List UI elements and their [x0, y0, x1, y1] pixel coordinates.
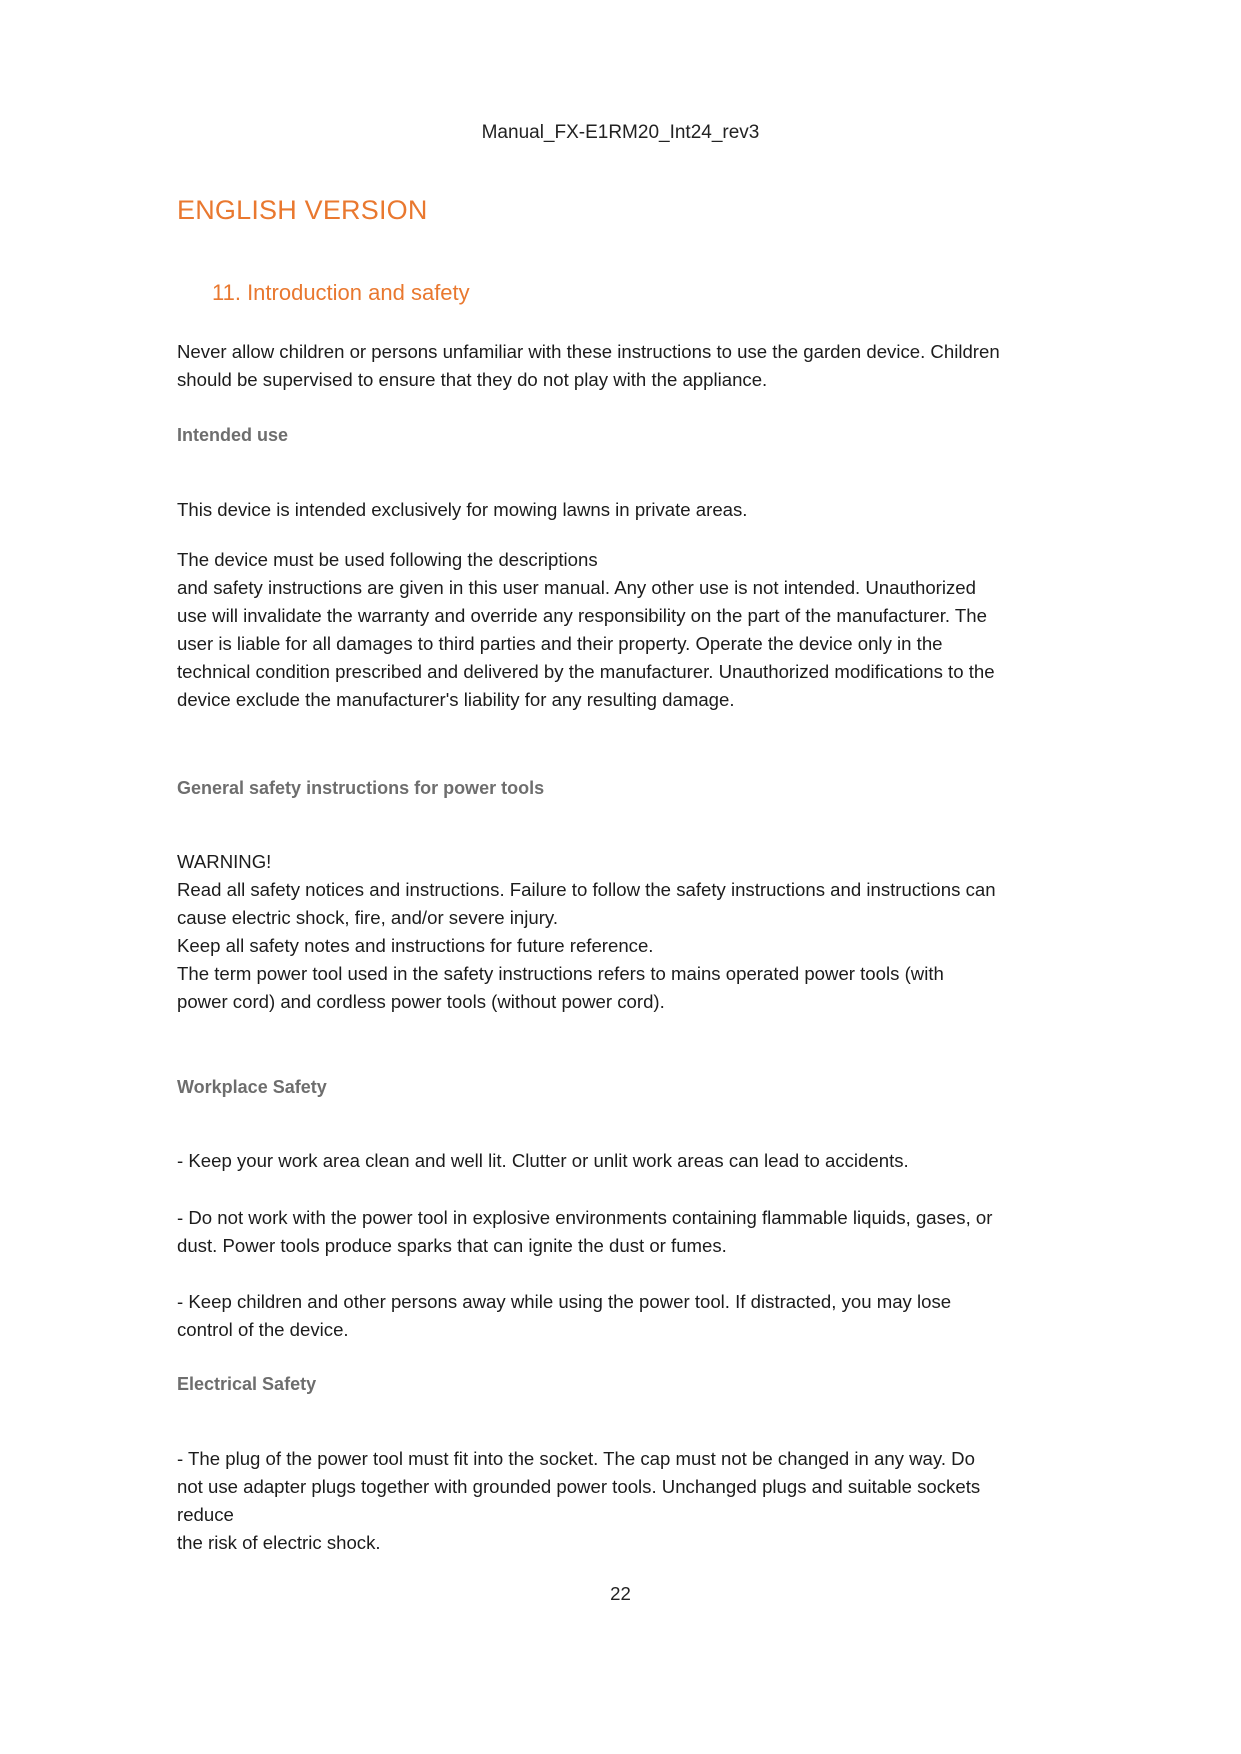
language-heading: ENGLISH VERSION — [177, 195, 428, 225]
general-safety-heading: General safety instructions for power tools — [177, 778, 545, 798]
intended-use-paragraph-2 — [177, 546, 1077, 714]
text-line: - Keep your work area clean and well lit. Clutter or unlit work areas can lead to accidents. — [177, 1150, 909, 1171]
text-line: not use adapter plugs together with grounded power tools. Unchanged plugs and suitable sockets — [177, 1476, 981, 1497]
text-line: - Keep children and other persons away while using the power tool. If distracted, you may lose — [177, 1291, 952, 1312]
text-line: and safety instructions are given in this user manual. Any other use is not intended. Unauthorized — [177, 577, 976, 598]
text-line: - The plug of the power tool must fit into the socket. The cap must not be changed in any way. Do — [177, 1448, 975, 1469]
intro-paragraph — [177, 338, 1077, 394]
electrical-safety-heading: Electrical Safety — [177, 1374, 317, 1394]
text-line: control of the device. — [177, 1319, 349, 1340]
workplace-item-3 — [177, 1288, 1077, 1344]
text-line: - Do not work with the power tool in explosive environments containing flammable liquids, gases, or — [177, 1207, 993, 1228]
text-line: should be supervised to ensure that they do not play with the appliance. — [177, 369, 768, 390]
text-line: cause electric shock, fire, and/or severe injury. — [177, 907, 558, 928]
text-line: reduce — [177, 1504, 234, 1525]
text-line: The device must be used following the descriptions — [177, 549, 598, 570]
document-header: Manual_FX-E1RM20_Int24_rev3 — [481, 122, 760, 143]
warning-label: WARNING! — [177, 851, 272, 872]
text-line: power cord) and cordless power tools (without power cord). — [177, 991, 665, 1012]
workplace-safety-heading: Workplace Safety — [177, 1077, 327, 1097]
text-line: Never allow children or persons unfamiliar with these instructions to use the garden device. Children — [177, 341, 1000, 362]
text-line: Read all safety notices and instructions. Failure to follow the safety instructions and instructions can — [177, 879, 996, 900]
workplace-item-1 — [177, 1147, 1077, 1175]
text-line: Keep all safety notes and instructions for future reference. — [177, 935, 654, 956]
text-line: The term power tool used in the safety instructions refers to mains operated power tools (with — [177, 963, 944, 984]
intended-use-paragraph-1 — [177, 496, 1077, 524]
text-line: use will invalidate the warranty and override any responsibility on the part of the manufacturer. The — [177, 605, 987, 626]
page-number: 22 — [610, 1583, 631, 1604]
text-line: device exclude the manufacturer's liability for any resulting damage. — [177, 689, 735, 710]
general-safety-paragraph — [177, 848, 1077, 1016]
electrical-safety-paragraph — [177, 1445, 1077, 1557]
text-line: dust. Power tools produce sparks that can ignite the dust or fumes. — [177, 1235, 727, 1256]
text-line: This device is intended exclusively for mowing lawns in private areas. — [177, 499, 748, 520]
section-heading: 11. Introduction and safety — [212, 280, 470, 305]
text-line: technical condition prescribed and delivered by the manufacturer. Unauthorized modifications to the — [177, 661, 995, 682]
text-line: the risk of electric shock. — [177, 1532, 381, 1553]
text-line: user is liable for all damages to third parties and their property. Operate the device only in the — [177, 633, 943, 654]
intended-use-heading: Intended use — [177, 425, 289, 445]
workplace-item-2 — [177, 1204, 1077, 1260]
